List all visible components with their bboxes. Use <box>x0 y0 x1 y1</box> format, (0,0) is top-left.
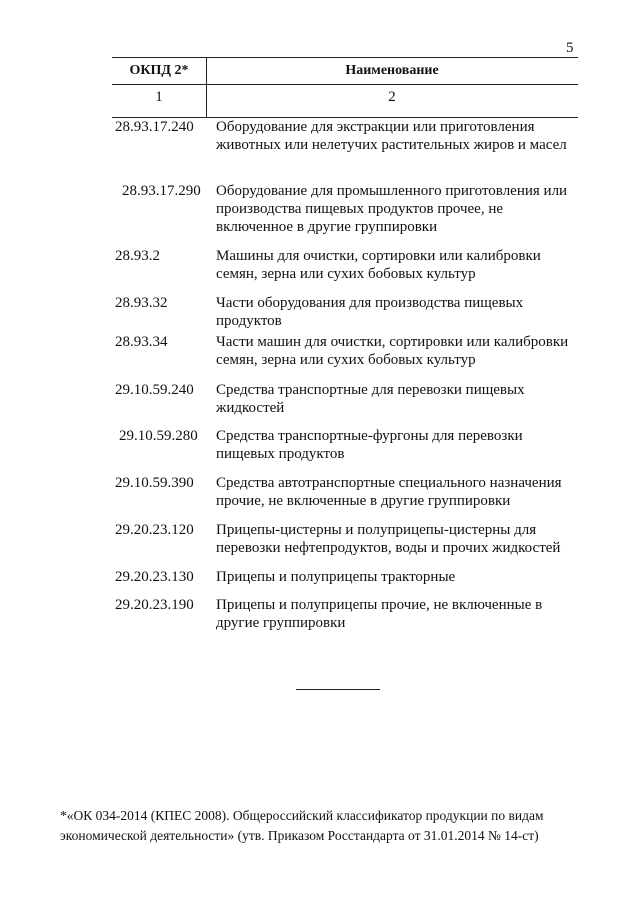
row-name: Машины для очистки, сортировки или калибровки семян, зерна или сухих бобовых культур <box>216 248 541 282</box>
row-name: Прицепы-цистерны и полуприцепы-цистерны для перевозки нефтепродуктов, воды и прочих жидкостей <box>216 522 561 556</box>
row-code: 29.20.23.130 <box>115 569 194 585</box>
row-code: 29.10.59.280 <box>119 428 198 444</box>
row-name: Средства автотранспортные специального назначения прочие, не включенные в другие группировки <box>216 475 562 509</box>
footnote: *«ОК 034-2014 (КПЕС 2008). Общероссийский классификатор продукции по видам экономической деятельности» (утв. Приказом Росстандарта от 31.01.2014 № 14-ст) <box>60 808 544 843</box>
row-code: 29.20.23.120 <box>115 522 194 538</box>
row-name: Оборудование для промышленного приготовления или производства пищевых продуктов прочее, не включенное в другие группировки <box>216 183 568 235</box>
row-code: 28.93.2 <box>115 248 160 264</box>
row-name: Части машин для очистки, сортировки или калибровки семян, зерна или сухих бобовых культур <box>216 334 569 368</box>
row-code: 29.20.23.190 <box>115 597 194 613</box>
row-name: Оборудование для экстракции или приготовления животных или нелетучих растительных жиров и масел <box>216 119 567 153</box>
row-name: Части оборудования для производства пищевых продуктов <box>216 295 524 329</box>
row-name: Средства транспортные-фургоны для перевозки пищевых продуктов <box>216 428 523 462</box>
row-name: Средства транспортные для перевозки пищевых жидкостей <box>216 382 525 416</box>
row-code: 28.93.32 <box>115 295 168 311</box>
header-code: ОКПД 2* <box>129 63 189 78</box>
row-code: 28.93.17.290 <box>122 183 201 199</box>
row-code: 29.10.59.390 <box>115 475 194 491</box>
header-rule <box>112 84 578 85</box>
row-name: Прицепы и полуприцепы тракторные <box>216 569 456 585</box>
row-code: 28.93.34 <box>115 334 168 350</box>
column-number-code: 1 <box>155 89 163 105</box>
row-name: Прицепы и полуприцепы прочие, не включенные в другие группировки <box>216 597 543 631</box>
table-top-rule <box>112 57 578 58</box>
column-number-name: 2 <box>388 89 396 105</box>
row-code: 29.10.59.240 <box>115 382 194 398</box>
row-code: 28.93.17.240 <box>115 119 194 135</box>
page-number: 5 <box>566 40 574 56</box>
header-name: Наименование <box>345 63 439 78</box>
end-of-table-line <box>296 689 380 690</box>
